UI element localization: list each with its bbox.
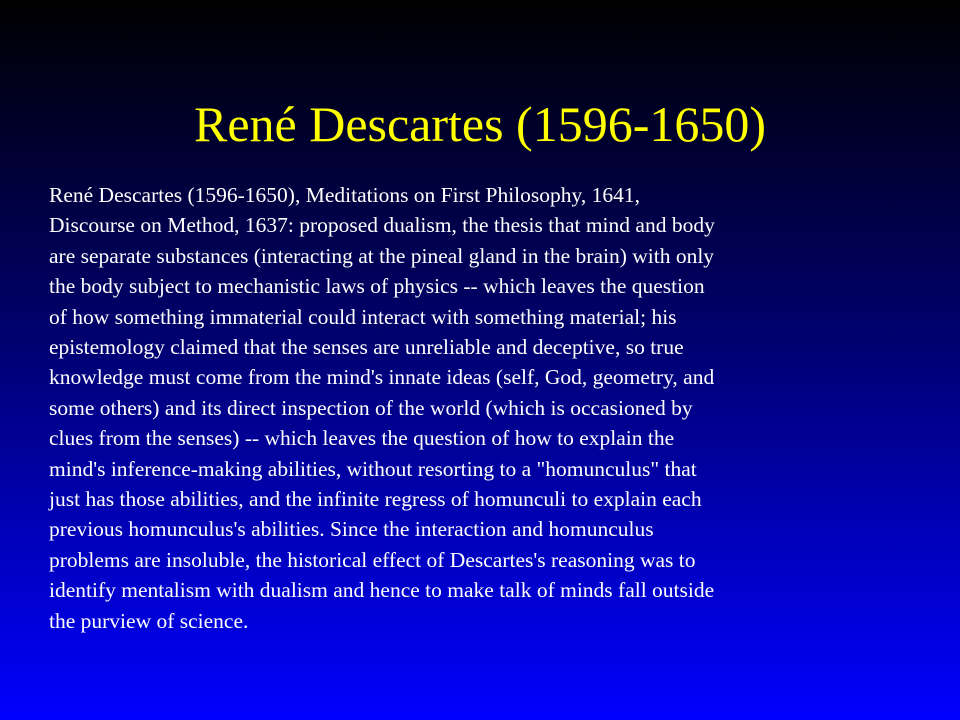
body-line: clues from the senses) -- which leaves the question of how to explain the xyxy=(49,426,675,451)
slide-title: René Descartes (1596-1650) xyxy=(193,96,767,152)
body-line: René Descartes (1596-1650), Meditations on First Philosophy, 1641, xyxy=(49,183,640,207)
body-line: problems are insoluble, the historical effect of Descartes's reasoning was to xyxy=(49,547,696,572)
body-line: the purview of science. xyxy=(49,608,249,633)
body-line: knowledge must come from the mind's innate ideas (self, God, geometry, and xyxy=(49,365,715,390)
body-line: of how something immaterial could interact with something material; his xyxy=(49,304,677,329)
body-line: previous homunculus's abilities. Since the interaction and homunculus xyxy=(49,517,654,542)
body-line: the body subject to mechanistic laws of physics -- which leaves the question xyxy=(49,274,705,299)
body-line: Discourse on Method, 1637: proposed dualism, the thesis that mind and body xyxy=(49,213,715,238)
body-line: are separate substances (interacting at the pineal gland in the brain) with only xyxy=(49,243,715,268)
body-line: epistemology claimed that the senses are unreliable and deceptive, so true xyxy=(49,335,684,360)
body-line: identify mentalism with dualism and hence to make talk of minds fall outside xyxy=(49,578,715,603)
body-line: just has those abilities, and the infinite regress of homunculi to explain each xyxy=(49,487,702,512)
body-line: some others) and its direct inspection of the world (which is occasioned by xyxy=(49,395,693,420)
body-line: mind's inference-making abilities, without resorting to a "homunculus" that xyxy=(49,456,697,481)
slide-body xyxy=(49,180,889,636)
